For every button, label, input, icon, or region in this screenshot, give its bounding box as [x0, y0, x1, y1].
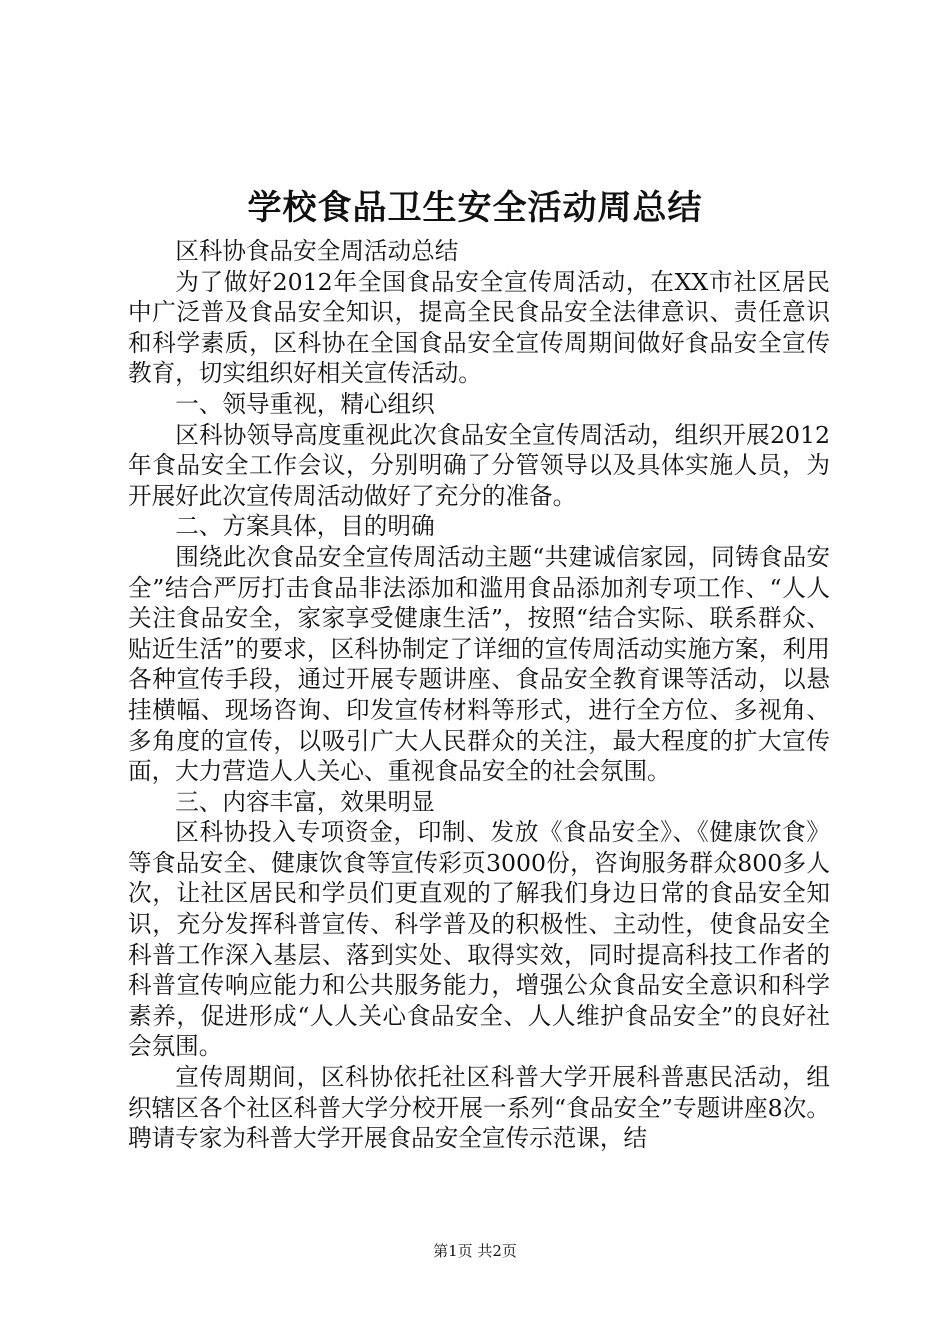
section-heading-3: 三、内容丰富，效果明显: [175, 787, 435, 816]
paragraph-subtitle: 区科协食品安全周活动总结: [175, 237, 459, 265]
section-heading-2: 二、方案具体，目的明确: [175, 512, 435, 541]
page-number-footer: 第1页 共2页: [433, 1242, 517, 1260]
document-title: 学校食品卫生安全活动周总结: [247, 188, 703, 228]
section-heading-1: 一、领导重视，精心组织: [175, 389, 435, 418]
paragraph-section-3: 区科协投入专项资金，印制、发放《食品安全》、《健康饮食》等食品安全、健康饮食等宣传彩页3000份，咨询服务群众800多人次，让社区居民和学员们更直观的了解我们身边日常的食品安全知识，充分发挥科普宣传、科学普及的积极性、主动性，使食品安全科普工作深入基层、落到实处、取得实效，同时提高科技工作者的科普宣传响应能力和公共服务能力，增强公众食品安全意识和科学素养，促进形成“人人关心食品安全、人人维护食品安全”的良好社会氛围。: [128, 818, 830, 1061]
paragraph-intro: 为了做好2012年全国食品安全宣传周活动，在XX市社区居民中广泛普及食品安全知识，提高全民食品安全法律意识、责任意识和科学素质，区科协在全国食品安全宣传周期间做好食品安全宣传教育，切实组织好相关宣传活动。: [128, 267, 830, 388]
paragraph-section-1: 区科协领导高度重视此次食品安全宣传周活动，组织开展2012年食品安全工作会议，分别明确了分管领导以及具体实施人员，为开展好此次宣传周活动做好了充分的准备。: [128, 420, 830, 510]
paragraph-section-2: 围绕此次食品安全宣传周活动主题“共建诚信家园，同铸食品安全”结合严厉打击食品非法添加和滥用食品添加剂专项工作、“人人关注食品安全，家家享受健康生活”，按照“结合实际、联系群众、贴近生活”的要求，区科协制定了详细的宣传周活动实施方案，利用各种宣传手段，通过开展专题讲座、食品安全教育课等活动，以悬挂横幅、现场咨询、印发宣传材料等形式，进行全方位、多视角、多角度的宣传，以吸引广大人民群众的关注，最大程度的扩大宣传面，大力营造人人关心、重视食品安全的社会氛围。: [128, 542, 830, 786]
paragraph-section-3-continued: 宣传周期间，区科协依托社区科普大学开展科普惠民活动，组织辖区各个社区科普大学分校开展一系列“食品安全”专题讲座8次。聘请专家为科普大学开展食品安全宣传示范课，结: [128, 1063, 830, 1153]
document-body: [128, 236, 830, 1154]
